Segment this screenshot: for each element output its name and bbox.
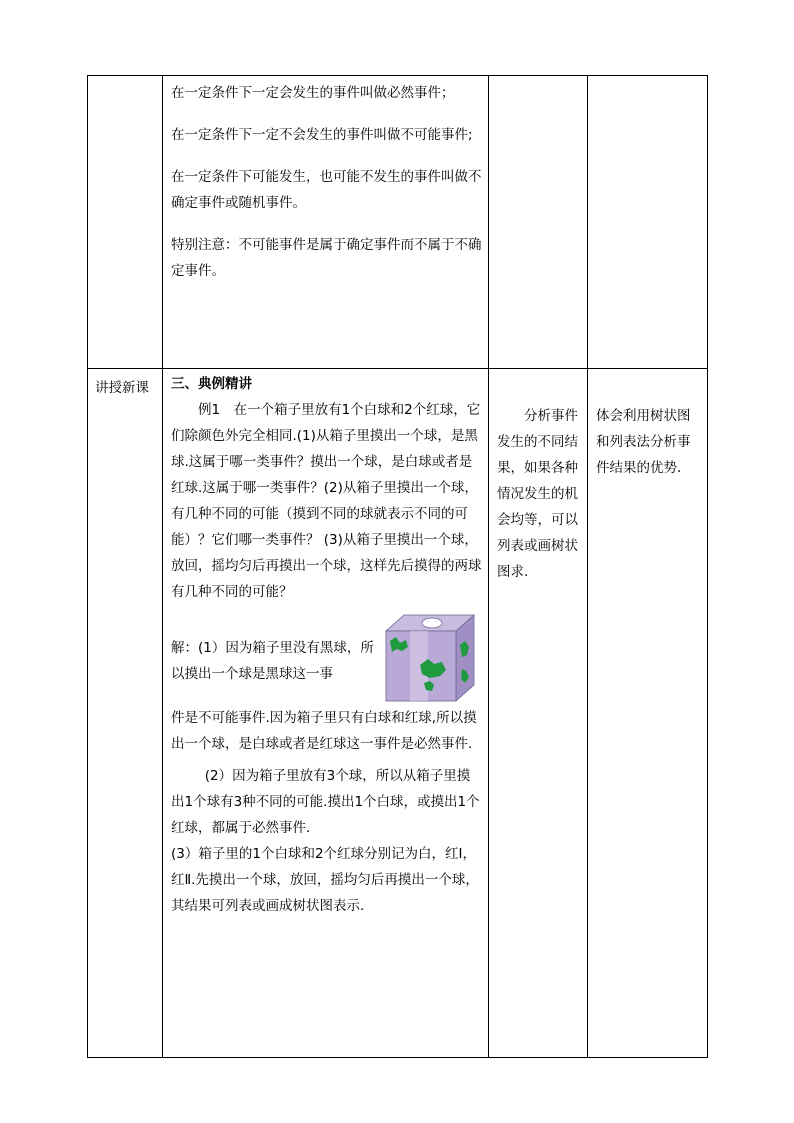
special-note: 特别注意：不可能事件是属于确定事件而不属于不确定事件。 — [171, 237, 482, 279]
cell-label-empty — [88, 76, 163, 369]
solution-2: (2）因为箱子里放有3个球，所以从箱子里摸出1个球有3种不同的可能.摸出1个白球，或摸出1个红球，都属于必然事件. — [171, 768, 480, 836]
cell-empty — [588, 76, 708, 369]
section-label: 讲授新课 — [95, 380, 149, 396]
table-row — [88, 369, 708, 1058]
cell-analysis — [489, 369, 588, 1058]
definition-certain: 在一定条件下一定会发生的事件叫做必然事件； — [171, 85, 455, 101]
cell-section-label — [88, 369, 163, 1058]
goal-note: 体会利用树状图和列表法分析事件结果的优势. — [596, 408, 691, 476]
section-heading: 三、典例精讲 — [171, 376, 252, 392]
cell-definitions — [163, 76, 489, 369]
cell-example — [163, 369, 489, 1058]
example-1: 例1 在一个箱子里放有1个白球和2个红球，它们除颜色外完全相同.(1)从箱子里摸出一个球，是黑球.这属于哪一类事件？摸出一个球，是白球或者是红球.这属于哪一类事件？(2)从箱子里摸出一个球，有几种不同的可能（摸到不同的球就表示不同的可能）？它们哪一类事件？ (3)从箱子里摸出一个球，放回，摇均匀后再摸出一个球，这样先后摸得的两球有几种不同的可能？ — [171, 402, 482, 600]
cell-empty — [489, 76, 588, 369]
solution-3: (3）箱子里的1个白球和2个红球分别记为白，红Ⅰ，红Ⅱ.先摸出一个球，放回，摇均匀后再摸出一个球，其结果可列表或画成树状图表示. — [171, 846, 479, 914]
cell-goal — [588, 369, 708, 1058]
analysis-note: 分析事件发生的不同结果，如果各种情况发生的机会均等，可以列表或画树状图求. — [497, 408, 578, 580]
table-row — [88, 76, 708, 369]
solution-1-start: 解：(1）因为箱子里没有黑球，所以摸出一个球是黑球这一事 — [171, 640, 374, 682]
lesson-table — [87, 75, 708, 1058]
box-image — [384, 611, 476, 703]
solution-1-end: 件是不可能事件.因为箱子里只有白球和红球,所以摸出一个球，是白球或者是红球这一事件是必然事件. — [171, 710, 477, 752]
definition-random: 在一定条件下可能发生，也可能不发生的事件叫做不确定事件或随机事件。 — [171, 169, 482, 211]
definition-impossible: 在一定条件下一定不会发生的事件叫做不可能事件; — [171, 127, 473, 143]
